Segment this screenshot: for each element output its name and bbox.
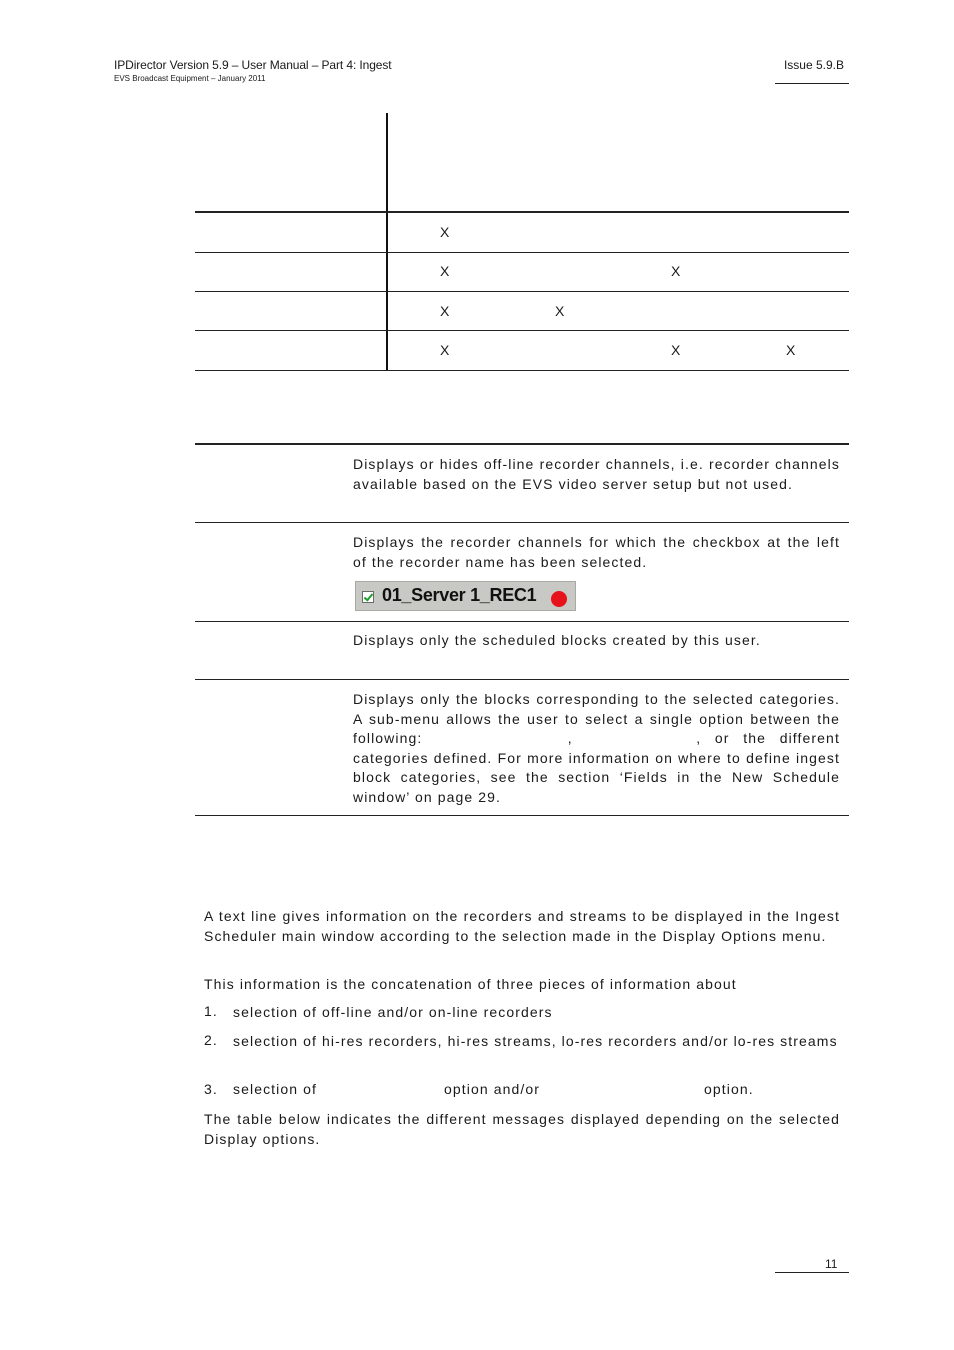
header-subtitle: EVS Broadcast Equipment – January 2011	[114, 74, 266, 83]
recorder-name-label: 01_Server 1_REC1	[382, 585, 537, 605]
header-issue: Issue 5.9.B	[783, 58, 844, 72]
table-cell-mark: X	[555, 303, 565, 319]
table-cell-mark: X	[671, 263, 681, 279]
recording-indicator-icon	[551, 591, 567, 607]
list-item: selection of	[233, 1081, 318, 1097]
list-item: selection of hi-res recorders, hi-res streams, lo-res recorders and/or lo-res streams	[233, 1033, 838, 1049]
footer-rule	[775, 1272, 849, 1273]
table-column-divider	[386, 113, 388, 371]
table-row-rule	[195, 621, 849, 622]
table-cell-mark: X	[440, 342, 450, 358]
header-rule	[775, 83, 849, 84]
paragraph: This information is the concatenation of three pieces of information about	[204, 976, 737, 992]
description-part: Displays only the blocks corresponding to the selected categories. A sub-menu allows the user to select a single option between the following:	[353, 691, 840, 746]
paragraph: The table below indicates the different messages displayed depending on the selected Display options.	[204, 1111, 840, 1147]
table-row-rule	[195, 370, 849, 371]
list-item-part: option and/or	[444, 1081, 541, 1097]
header-title: IPDirector Version 5.9 – User Manual – Part 4: Ingest	[114, 58, 392, 72]
checkbox-checked-icon	[362, 591, 374, 603]
list-item-part: option.	[704, 1081, 754, 1097]
description-part: , or	[696, 730, 730, 746]
recorder-channel-screenshot	[355, 581, 576, 611]
table-row-rule	[195, 679, 849, 680]
table-header-rule	[195, 211, 849, 213]
description-part: the different categories defined. For more information on where to define ingest block categories, see the section ‘Fields in the New Schedule window’ on page 29.	[353, 730, 840, 805]
table-row-description: Displays the recorder channels for which the checkbox at the left of the recorder name has been selected.	[353, 534, 840, 570]
table-row-description: Displays only the scheduled blocks created by this user.	[353, 632, 761, 648]
list-number: 3.	[204, 1081, 218, 1097]
list-number: 1.	[204, 1003, 218, 1019]
table-cell-mark: X	[671, 342, 681, 358]
table-row-rule	[195, 522, 849, 523]
table-row-description	[353, 690, 840, 807]
list-item: selection of off-line and/or on-line recorders	[233, 1004, 553, 1020]
table-cell-mark: X	[440, 263, 450, 279]
paragraph: A text line gives information on the recorders and streams to be displayed in the Ingest Scheduler main window according to the selection made in the Display Options menu.	[204, 908, 840, 944]
table-cell-mark: X	[786, 342, 796, 358]
description-part: ,	[567, 730, 573, 746]
table-row-rule	[195, 291, 849, 292]
table-row-description: Displays or hides off-line recorder channels, i.e. recorder channels available based on the EVS video server setup but not used.	[353, 456, 840, 492]
table-row-rule	[195, 815, 849, 816]
page-number: 11	[825, 1257, 838, 1271]
table-row-rule	[195, 252, 849, 253]
list-number: 2.	[204, 1032, 218, 1048]
table-header-rule	[195, 443, 849, 445]
table-cell-mark: X	[440, 224, 450, 240]
table-row-rule	[195, 330, 849, 331]
table-cell-mark: X	[440, 303, 450, 319]
